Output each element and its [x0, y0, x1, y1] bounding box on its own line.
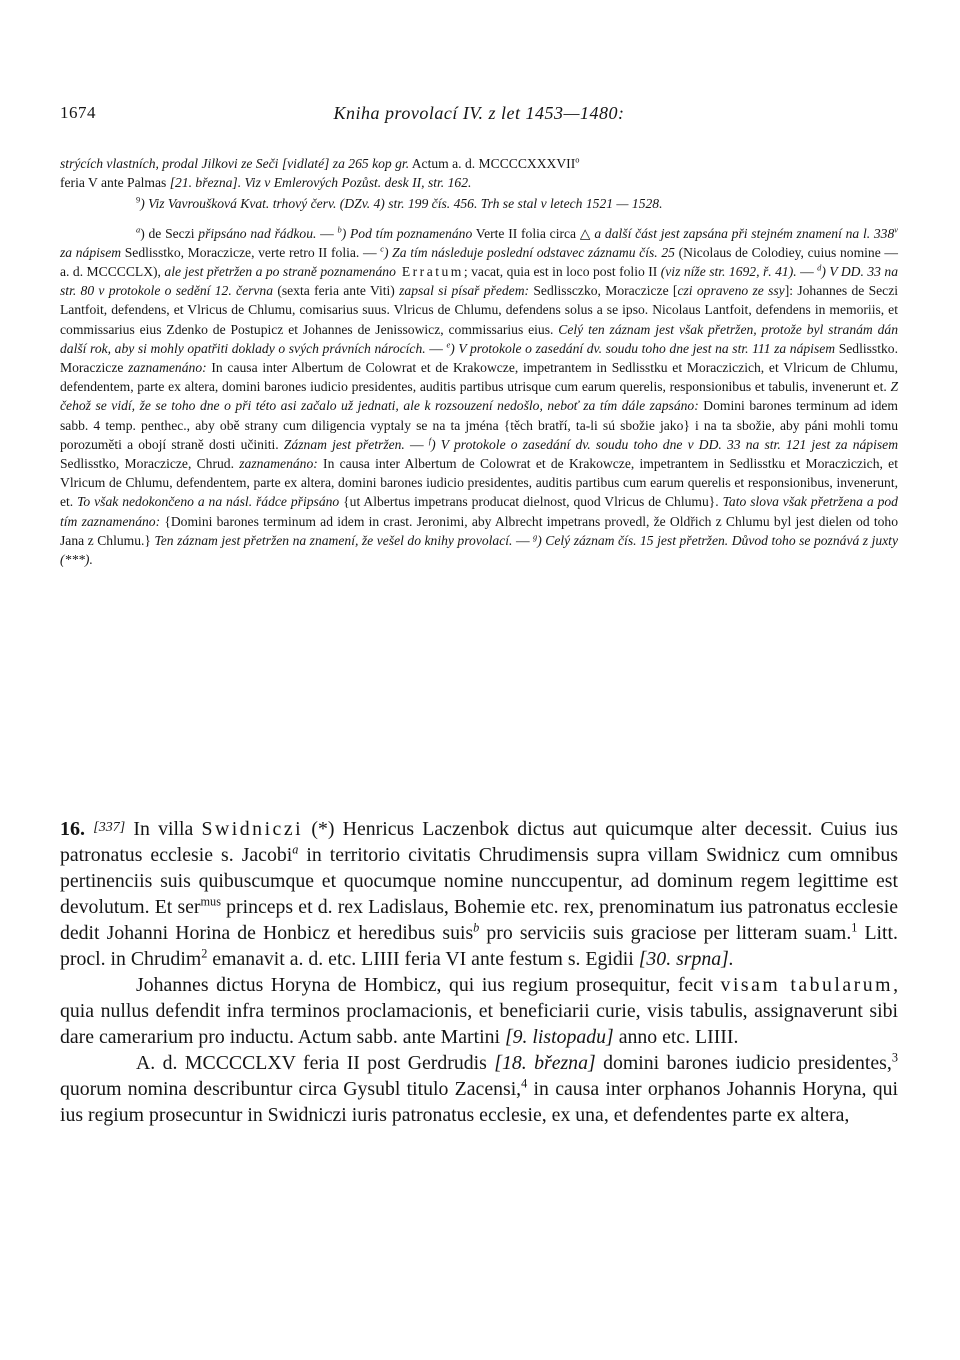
footnote-9: $^9$) Viz Vavroušková Kvat. trhový červ. (DZv. 4) str. 199 čís. 456. Trh se stal v letech 1521 — 1528. [136, 194, 663, 212]
page-number: 1674 [60, 103, 96, 122]
footnote-8-continuation: strýcích vlastních, prodal Jilkovi ze Seči [vidlaté] za 265 kop gr. Actum a. d. MCCCCXXXVII$^o$ feria V ante Palmas [21. března]. Viz v Emlerových Pozůst. desk II, str. 162. [60, 154, 580, 191]
entry-paragraph-3: A. d. MCCCCLXV feria II post Gerdrudis [18. března] domini barones iudicio presidentes,$^3$ quorum nomina describuntur circa Gysubl titulo Zacensi,$^4$ in causa inter orphanos Johannis Horyna, qui ius regium prosecuntur in Swidniczi iuris patronatus ecclesie, ex una, et defendentes parte ex altera, [60, 1050, 899, 1126]
entry-16 [60, 815, 898, 1128]
entry-number: 16. [60, 818, 85, 840]
entry-paragraph-1: 16. [337] In villa Swidniczi (*) Henricus Laczenbok dictus aut quicumque alter decessit. Cuius ius patronatus ecclesie s. Jacobi$^a$ in territorio civitatis Chrudimensis supra villam Swidnicz cum omnibus pertinenciis suis quibuscumque et quocumque nomine nunccupentur, ad dominum regem legittime est devolutum. Et ser$^{mus}$ princeps et d. rex Ladislaus, Bohemie etc. rex, prenominatum ius patronatus ecclesie dedit Johanni Horina de Honbicz et heredibus suis$^b$ pro serviciis suis graciose per litteram suam.$^1$ Litt. procl. in Chrudim$^2$ emanavit a. d. etc. LIIII feria VI ante festum s. Egidii [30. srpna]. [60, 818, 899, 970]
critical-apparatus: $^a$) de Seczi připsáno nad řádkou. — $^b$) Pod tím poznamenáno Verte II folia circa △ a další část jest zapsána při stejném znamení na l. 338$^v$ za nápisem Sedlisstko, Moraczicze, verte retro II folia. — $^c$) Za tím následuje poslední odstavec záznamu čís. 25 (Nicolaus de Colodiey, cuius nomine — a. d. MCCCCLX), ale jest přetržen a po straně poznamenáno Erratum; vacat, quia est in loco post folio II (viz níže str. 1692, ř. 41). — $^d$) V DD. 33 na str. 80 v protokole o sedění 12. června (sexta feria ante Viti) zapsal si písař předem: Sedlissczko, Moraczicze [czi opraveno ze ssy]: Johannes de Seczi Lantfoit, defendens, et Vlricus de Chlumu, comisarius suus. Vlricus de Chlumu, defendens solus a se ipso. Nicolaus Lantfoit, defendens in memoriis, et commissarius eius Zdenko de Postupicz et Johannes de Jenissowicz, commissarius eius. Celý ten záznam jest však přetržen, protože byl stranám dán další rok, aby si mohly opatřiti doklady o svých právních nárocích. — $^e$) V protokole o zasedání dv. soudu toho dne jest na str. 111 za nápisem Sedlisstko. Moraczicze zaznamenáno: In causa inter Albertum de Colowrat et de Krakowcze, impetrantem in Sedlisstku et Moracziczich, et Vlricum de Chlumu, defendentem, parte ex altera, domini barones iudicio presidentes, auditis partibus utrisque cum earum querelis, responsionibus et tabulis, invenerunt et. Z čehož se vidí, že se toho dne o při této asi začalo už jednati, ale k rozsouzení nedošlo, neboť za tím dále zapsáno: Domini barones terminum ad idem sabb. 4 temp. penthec., aby obě strany cum diligencia vyptaly se na ta jména {těch bratří, ta-li sú sbožie jako} i na ta sbožie, aby páni mohli tomu porozuměti a obojí straně dosti učiniti. Záznam jest přetržen. — $^f$) V protokole o zasedání dv. soudu toho dne v DD. 33 na str. 121 jest za nápisem Sedlisstko, Moraczicze, Chrud. zaznamenáno: In causa inter Albertum de Colowrat et de Krakowcze, impetrantem in Sedlisstku et Moracziczich, et Vlricum de Chlumu, defendentem, parte ex altera, domini barones iudicio presidentes, auditis partibus cum earum querelis et responsionibus, invenerunt, et. To však nedokončeno a na násl. řádce připsáno {ut Albertus impetrans producat dielnost, quod Vlricus de Chlumu}. Tato slova však přetržena a pod tím zaznamenáno: {Domini barones terminum ad idem in crast. Jeronimi, aby Albrecht impetrans provedl, že Oldřich z Chlumu byl jest dielen od toho Jana z Chlumu.} Ten záznam jest přetržen na znamení, že vešel do knihy provolací. — $^g$) Celý záznam čís. 15 jest přetržen. Důvod toho se poznává z juxty (***). [60, 224, 899, 568]
running-title: Kniha provolací IV. z let 1453—1480: [333, 103, 625, 123]
page-header [60, 103, 898, 133]
footnotes-block [60, 154, 898, 569]
folio-reference: [337] [93, 820, 126, 835]
entry-paragraph-2: Johannes dictus Horyna de Hombicz, qui ius regium prosequitur, fecit visam tabularum, quia nullus defendit infra terminos proclamacionis, et beneficiarii curie, visis tabulis, assignaverunt sibi dare camerarium pro inductu. Actum sabb. ante Martini [9. listopadu] anno etc. LIIII. [60, 974, 899, 1048]
